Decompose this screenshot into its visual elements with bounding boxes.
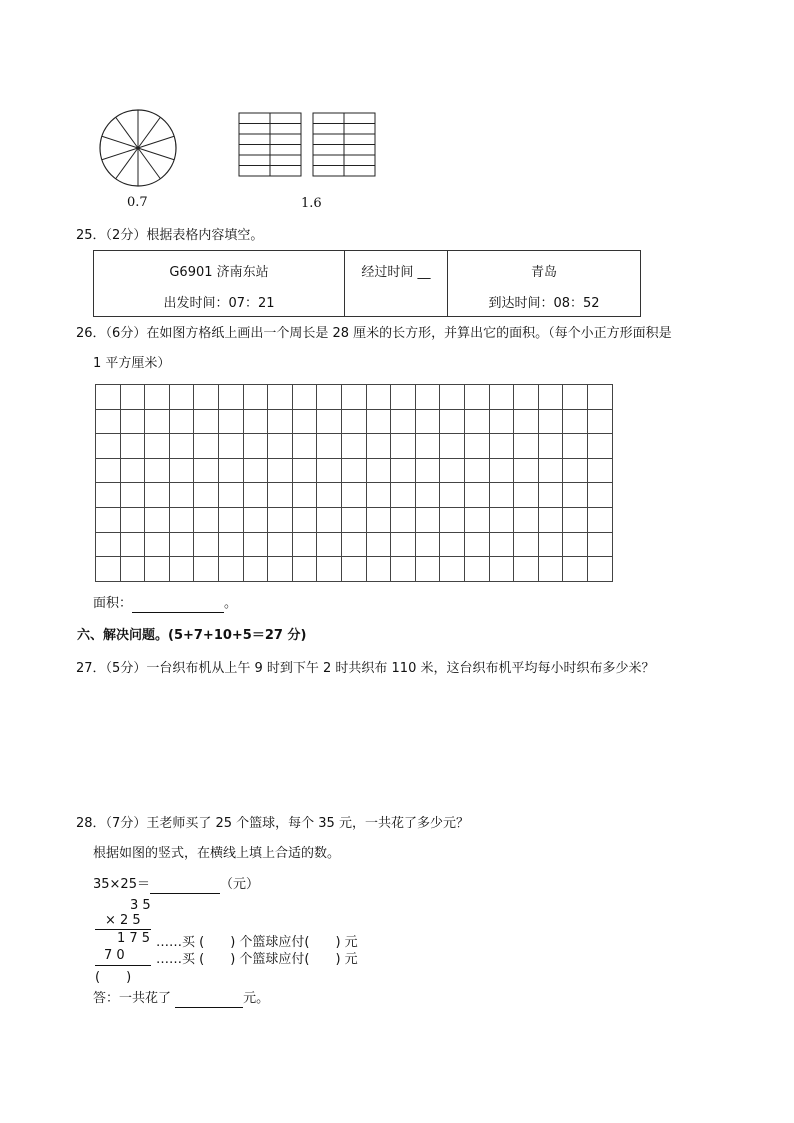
grid-square[interactable] <box>144 433 170 459</box>
grid-square[interactable] <box>341 482 367 508</box>
grid-square[interactable] <box>120 532 146 558</box>
grid-square[interactable] <box>243 458 269 484</box>
q26-heading <box>76 325 672 343</box>
grid-square[interactable] <box>513 433 539 459</box>
q28-heading <box>76 815 469 833</box>
q25-number: 25． <box>76 228 106 243</box>
q25-cell-arrival <box>448 251 641 317</box>
grid-square[interactable] <box>390 433 416 459</box>
grid-square[interactable] <box>218 458 244 484</box>
grid-square[interactable] <box>538 409 564 435</box>
q25-cell-duration[interactable] <box>345 251 448 317</box>
grid-square[interactable] <box>415 409 441 435</box>
q28-equation-blank[interactable] <box>150 879 220 894</box>
grid-square[interactable] <box>243 384 269 410</box>
grid-square[interactable] <box>562 433 588 459</box>
grid-square[interactable] <box>169 507 195 533</box>
grid-square[interactable] <box>95 409 121 435</box>
grid-square[interactable] <box>415 532 441 558</box>
grid-square[interactable] <box>267 482 293 508</box>
grid-square[interactable] <box>513 556 539 582</box>
grid-square[interactable] <box>193 433 219 459</box>
grid-square[interactable] <box>464 433 490 459</box>
grid-square[interactable] <box>169 384 195 410</box>
circle-sector-line <box>116 148 138 179</box>
grid-square[interactable] <box>587 556 613 582</box>
grid-square[interactable] <box>439 556 465 582</box>
grid-square[interactable] <box>193 384 219 410</box>
q26-prompt: 在如图方格纸上画出一个周长是 28 厘米的长方形，并算出它的面积。（每个小正方形面积是 <box>146 326 672 341</box>
circle-sector-line <box>138 148 174 160</box>
grid-square[interactable] <box>218 507 244 533</box>
grid-square[interactable] <box>587 433 613 459</box>
calc-row-multiplier: × 2 5 <box>105 913 141 928</box>
grid-square[interactable] <box>513 384 539 410</box>
grid-square[interactable] <box>587 384 613 410</box>
grid-square[interactable] <box>292 532 318 558</box>
grid-square[interactable] <box>390 458 416 484</box>
grid-square[interactable] <box>341 507 367 533</box>
grid-square[interactable] <box>243 507 269 533</box>
grid-square[interactable] <box>292 384 318 410</box>
q28-answer-line <box>93 990 269 1008</box>
grid-square[interactable] <box>120 458 146 484</box>
grid-square[interactable] <box>587 507 613 533</box>
grid-square[interactable] <box>95 458 121 484</box>
grid-square[interactable] <box>292 482 318 508</box>
q28-number: 28． <box>76 816 106 831</box>
grid-square[interactable] <box>562 458 588 484</box>
grid-square[interactable] <box>562 482 588 508</box>
grid-square[interactable] <box>144 482 170 508</box>
grid-square[interactable] <box>267 458 293 484</box>
grid-square[interactable] <box>366 556 392 582</box>
grid-square[interactable] <box>439 482 465 508</box>
q26-square-grid[interactable] <box>95 384 613 581</box>
q25-table <box>93 250 641 317</box>
grid-square[interactable] <box>341 458 367 484</box>
q25-prompt: 根据表格内容填空。 <box>146 228 264 243</box>
grid-square[interactable] <box>169 482 195 508</box>
grid-square[interactable] <box>95 482 121 508</box>
circle-sector-line <box>138 117 160 148</box>
grid-square[interactable] <box>95 507 121 533</box>
q28-answer-label: 答：一共花了 <box>93 991 172 1006</box>
circle-sector-line <box>102 136 138 148</box>
grid-square[interactable] <box>415 458 441 484</box>
circle-sector-line <box>138 148 160 179</box>
grid-square[interactable] <box>218 433 244 459</box>
q25-cell-departure <box>94 251 345 317</box>
q27-prompt: 一台织布机从上午 9 时到下午 2 时共织布 110 米，这台织布机平均每小时织布多少米？ <box>146 661 655 676</box>
calc-row-product[interactable]: ( ) <box>95 970 132 985</box>
grid-square[interactable] <box>120 433 146 459</box>
grid-square[interactable] <box>538 482 564 508</box>
grid-square[interactable] <box>366 433 392 459</box>
q25-destination: 青岛 <box>530 265 557 280</box>
grid-square[interactable] <box>341 532 367 558</box>
grid-square[interactable] <box>316 556 342 582</box>
q28-equation: 35×25＝ <box>93 877 150 892</box>
calc-row-multiplicand: 3 5 <box>130 898 151 913</box>
grid-square[interactable] <box>292 507 318 533</box>
grid-square[interactable] <box>390 482 416 508</box>
grid-square[interactable] <box>587 482 613 508</box>
grid-square[interactable] <box>95 433 121 459</box>
grid-square[interactable] <box>193 482 219 508</box>
q25-arrival-time: 到达时间：08：52 <box>488 296 600 311</box>
grid-square[interactable] <box>538 507 564 533</box>
grid-square[interactable] <box>243 556 269 582</box>
grid-square[interactable] <box>341 433 367 459</box>
q28-equation-unit: （元） <box>219 877 259 892</box>
q28-vertical-calc <box>93 898 383 986</box>
grid-square[interactable] <box>267 556 293 582</box>
grid-square[interactable] <box>120 384 146 410</box>
grid-square[interactable] <box>120 507 146 533</box>
grid-square[interactable] <box>464 482 490 508</box>
grid-square[interactable] <box>292 556 318 582</box>
q25-departure-time: 出发时间：07：21 <box>163 296 275 311</box>
grid-square[interactable] <box>341 556 367 582</box>
grid-square[interactable] <box>292 409 318 435</box>
q26-area-line <box>93 595 237 613</box>
grid-square[interactable] <box>218 409 244 435</box>
grid-square[interactable] <box>562 409 588 435</box>
grid-square[interactable] <box>439 507 465 533</box>
grid-square[interactable] <box>95 556 121 582</box>
grid-square[interactable] <box>538 384 564 410</box>
grid-square[interactable] <box>144 409 170 435</box>
calc-row-partial-2-note: ……买 ( ) 个篮球应付( ) 元 <box>156 952 358 967</box>
grid-square[interactable] <box>538 458 564 484</box>
grid-square[interactable] <box>193 556 219 582</box>
q25-train-station: G6901 济南东站 <box>169 265 269 280</box>
grid-square[interactable] <box>489 384 515 410</box>
q25-score: （2分） <box>105 228 147 243</box>
grid-square[interactable] <box>218 532 244 558</box>
grid-square[interactable] <box>464 458 490 484</box>
grid-square[interactable] <box>169 433 195 459</box>
grid-square[interactable] <box>316 482 342 508</box>
grid-square[interactable] <box>243 409 269 435</box>
grid-square[interactable] <box>464 384 490 410</box>
grid-square[interactable] <box>415 433 441 459</box>
q26-area-blank[interactable] <box>132 598 224 613</box>
q25-duration-label: 经过时间 __ <box>361 265 431 280</box>
grid-label: 1.6 <box>301 196 322 211</box>
q28-equation-line <box>93 876 259 894</box>
grid-square[interactable] <box>489 532 515 558</box>
grid-square[interactable] <box>562 532 588 558</box>
grid-square[interactable] <box>169 409 195 435</box>
q26-number: 26． <box>76 326 106 341</box>
grid-square[interactable] <box>144 458 170 484</box>
grid-square[interactable] <box>489 507 515 533</box>
grid-square[interactable] <box>218 556 244 582</box>
grid-square[interactable] <box>464 556 490 582</box>
grid-square[interactable] <box>390 507 416 533</box>
q26-area-end: 。 <box>224 596 238 611</box>
grid-square[interactable] <box>489 482 515 508</box>
grid-square[interactable] <box>415 482 441 508</box>
grid-square[interactable] <box>489 556 515 582</box>
q28-instruction: 根据如图的竖式，在横线上填上合适的数。 <box>93 846 341 861</box>
grid-square[interactable] <box>144 384 170 410</box>
calc-row-partial-1: 1 7 5 <box>117 931 151 946</box>
grid-square[interactable] <box>366 482 392 508</box>
q28-answer-blank[interactable] <box>175 993 243 1008</box>
grid-square[interactable] <box>390 556 416 582</box>
figure-area <box>92 102 382 212</box>
q26-area-label: 面积： <box>93 596 133 611</box>
grid-square[interactable] <box>513 458 539 484</box>
grid-square[interactable] <box>415 384 441 410</box>
grid-square[interactable] <box>415 556 441 582</box>
grid-square[interactable] <box>144 532 170 558</box>
grid-square[interactable] <box>513 409 539 435</box>
grid-square[interactable] <box>218 384 244 410</box>
calc-line-1 <box>95 929 151 930</box>
grid-square[interactable] <box>489 409 515 435</box>
q27-heading <box>76 660 654 678</box>
grid-square[interactable] <box>341 384 367 410</box>
q26-score: （6分） <box>105 326 147 341</box>
grid-square[interactable] <box>144 507 170 533</box>
grid-square[interactable] <box>267 532 293 558</box>
circle-label: 0.7 <box>127 195 148 210</box>
grid-square[interactable] <box>267 384 293 410</box>
grid-square[interactable] <box>218 482 244 508</box>
grid-square[interactable] <box>390 384 416 410</box>
grid-square[interactable] <box>120 556 146 582</box>
grid-square[interactable] <box>464 507 490 533</box>
grid-square[interactable] <box>587 458 613 484</box>
grid-square[interactable] <box>316 409 342 435</box>
grid-square[interactable] <box>439 433 465 459</box>
grid-square[interactable] <box>267 433 293 459</box>
q28-answer-unit: 元。 <box>243 991 270 1006</box>
q27-number: 27． <box>76 661 106 676</box>
grid-square[interactable] <box>439 532 465 558</box>
grid-square[interactable] <box>513 532 539 558</box>
grid-square[interactable] <box>169 532 195 558</box>
circle-sector-line <box>116 117 138 148</box>
grid-square[interactable] <box>366 409 392 435</box>
grid-square[interactable] <box>489 458 515 484</box>
grid-square[interactable] <box>587 409 613 435</box>
grid-square[interactable] <box>562 384 588 410</box>
grid-square[interactable] <box>95 384 121 410</box>
circle-sector-line <box>102 148 138 160</box>
q28-prompt: 王老师买了 25 个篮球，每个 35 元，一共花了多少元？ <box>146 816 469 831</box>
grid-square[interactable] <box>169 556 195 582</box>
grid-square[interactable] <box>316 532 342 558</box>
grid-square[interactable] <box>193 507 219 533</box>
grid-square[interactable] <box>562 556 588 582</box>
grid-square[interactable] <box>292 458 318 484</box>
grid-square[interactable] <box>243 532 269 558</box>
grid-square[interactable] <box>316 384 342 410</box>
grid-square[interactable] <box>439 384 465 410</box>
q28-score: （7分） <box>105 816 147 831</box>
grid-square[interactable] <box>341 409 367 435</box>
grid-square[interactable] <box>316 507 342 533</box>
grid-square[interactable] <box>562 507 588 533</box>
grid-square[interactable] <box>538 556 564 582</box>
q27-score: （5分） <box>105 661 147 676</box>
grid-square[interactable] <box>538 433 564 459</box>
grid-square[interactable] <box>439 458 465 484</box>
grid-square[interactable] <box>464 409 490 435</box>
grid-square[interactable] <box>316 433 342 459</box>
grid-square[interactable] <box>267 409 293 435</box>
q26-prompt-continued: 1 平方厘米） <box>93 356 171 371</box>
grid-square[interactable] <box>243 482 269 508</box>
calc-row-partial-2: 7 0 <box>104 948 125 963</box>
grid-square[interactable] <box>120 482 146 508</box>
grid-square[interactable] <box>464 532 490 558</box>
circle-sector-line <box>138 136 174 148</box>
grid-square[interactable] <box>366 458 392 484</box>
grid-figure-1 <box>238 112 304 180</box>
grid-square[interactable] <box>169 458 195 484</box>
grid-square[interactable] <box>316 458 342 484</box>
grid-square[interactable] <box>587 532 613 558</box>
grid-square[interactable] <box>366 532 392 558</box>
grid-square[interactable] <box>193 458 219 484</box>
grid-square[interactable] <box>292 433 318 459</box>
grid-square[interactable] <box>513 507 539 533</box>
grid-square[interactable] <box>538 532 564 558</box>
circle-figure <box>94 104 184 194</box>
grid-square[interactable] <box>144 556 170 582</box>
grid-square[interactable] <box>489 433 515 459</box>
calc-row-partial-1-note: ……买 ( ) 个篮球应付( ) 元 <box>156 935 358 950</box>
grid-square[interactable] <box>439 409 465 435</box>
grid-square[interactable] <box>390 409 416 435</box>
section-6-title: 六、解决问题。(5+7+10+5＝27 分) <box>77 628 307 643</box>
grid-square[interactable] <box>513 482 539 508</box>
grid-square[interactable] <box>366 507 392 533</box>
grid-square[interactable] <box>267 507 293 533</box>
grid-square[interactable] <box>366 384 392 410</box>
grid-square[interactable] <box>243 433 269 459</box>
grid-square[interactable] <box>95 532 121 558</box>
grid-square[interactable] <box>193 409 219 435</box>
grid-square[interactable] <box>390 532 416 558</box>
q25-heading <box>76 227 263 245</box>
grid-square[interactable] <box>120 409 146 435</box>
grid-square[interactable] <box>415 507 441 533</box>
grid-figure-2 <box>312 112 378 180</box>
grid-square[interactable] <box>193 532 219 558</box>
